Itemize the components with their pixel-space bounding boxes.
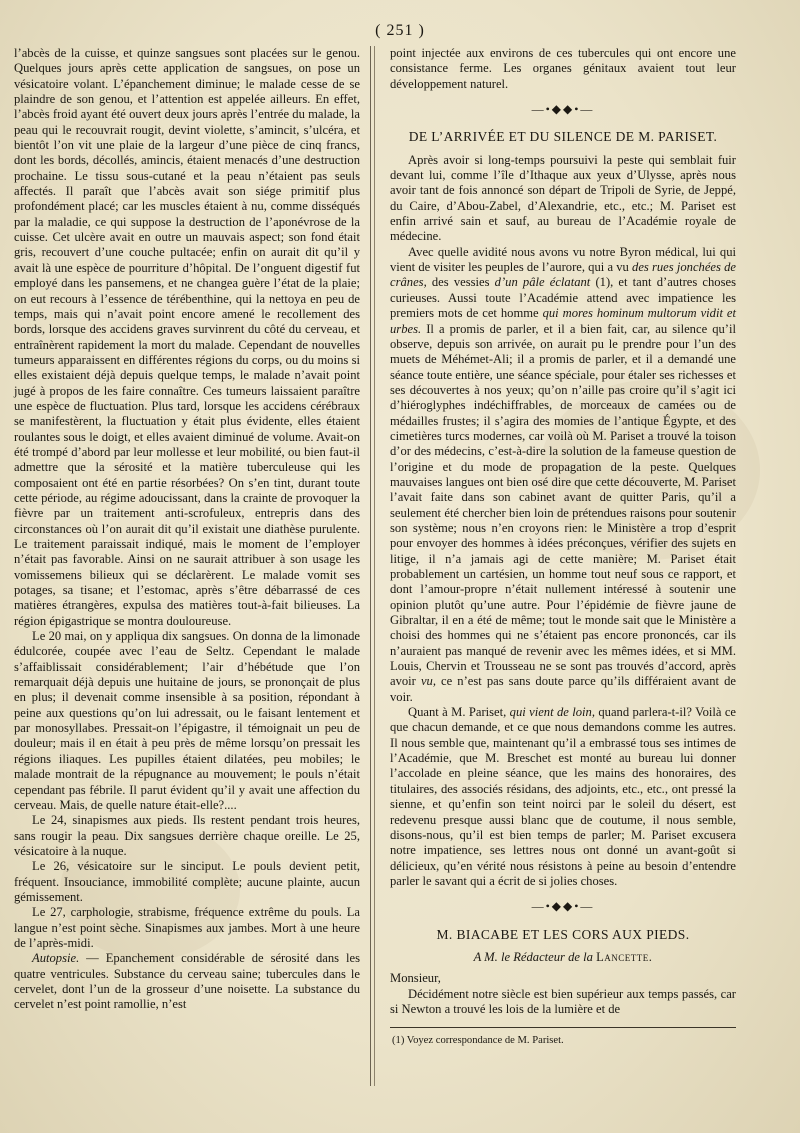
italic-run: d’un pâle éclatant xyxy=(494,275,591,290)
footnote: (1) Voyez correspondance de M. Pariset. xyxy=(392,1035,564,1047)
text-run: A M. le Rédacteur de la xyxy=(473,949,597,964)
italic-run: qui vient de loin, xyxy=(509,705,595,720)
paragraph: l’abcès de la cuisse, et quinze sangsues sont placées sur le genou. Quelques jours après cette application de sangsues, on pose un vésicatoire volant. L’épanchement diminue; le malade cesse de se plaindre de son genou, et l’attention est appelée ailleurs. En effet, l’abcès froid ayant été ouvert deux jours après l’entrée du malade, la peau qui le recouvrait rougit, devint violette, s’amincit, s’ulcéra, et bientôt l’on vit une plaie de la largeur d’une pièce de cinq francs, dont les bords, décollés, amincis, étaient menacés d’une destruction prochaine. Le tissu sous-cutané et la peau n’étaient pas seuls affectés. Il paraît que l’abcès avait son siége primitif plus profondément placé; car les muscles étaient à nu, comme disséqués par la maladie, ce qui suppose la destruction de l’aponévrose de la cuisse. Cet ulcère avait en outre un mauvais aspect; son fond était gris, recouvert d’une couche pultacée; enfin on aurait dit qu’il y avait là une espèce de pourriture d’hôpital. De l’onguent digestif fut employé dans les pansemens, et ne changea guère l’état de la plaie; on eut recours à l’essence de térébenthine, qui la nettoya en peu de temps, mais qui n’avait point encore amené le recollement des bords, lorsque des accidens graves survinrent du côté du cerveau, et entraînèrent rapidement la mort du malade. Cependant de nouvelles tumeurs apparaissent en différentes régions du corps, ou du moins si elles existaient déjà depuis quelque temps, le malade n’avait point jugé à propos de les faire connaître. Ces tumeurs laissaient paraître une espèce de fluctuation. Plus tard, lorsque les accidens cérébraux se manifestèrent, la fluctuation y était plus évidente, elles étaient roulantes sous le doigt, et elles avaient diminué de volume. Avait-on été trompé d’abord par leur mollesse et leur mobilité, ou bien faut-il admettre que la sérosité et la matière tuberculeuse qui les composaient ont été en partie résorbées? On s’en tint, durant toute cette période, au régime adoucissant, dans la crainte de provoquer la fièvre par un traitement anti-scrofuleux, entrepris dans des circonstances où l’on aurait dit qu’il existait une diathèse purulente. Le traitement paraissait indiqué, mais le moment de l’employer n’était pas favorable. Ainsi on ne saurait attribuer à son usage les vomissemens bilieux qui se déclarèrent. Le malade vomit ses potages, sa tisane; et l’estomac, après s’être débarrassé de ces matières étrangères, expulsa des matières tout-à-fait bilieuses. La région épigastrique se montra douloureuse. xyxy=(14,46,360,628)
text-run: quand parlera-t-il? Voilà ce que chacun demande, et ce que nous demandons comme les autres. Il nous semble que, maintenant qu’il a embrassé tous ses intimes de l’Académie, que M. Breschet est monté au bureau lui donner l’accolade en pleine séance, que les mains des honoraires, des titulaires, des associés résidans, des adjoints, etc., etc., ont pressé la sienne, et qu’enfin son teint noirci par le soleil du désert, est redevenu presque aussi blanc que de coutume, il nous semble, disons-nous, qu’il est bien temps de parler; M. Pariset excusera notre impatience, ses lettres nous ont donné un avant-goût si délicieux, qu’en vérité nous résistons à peine au besoin d’entendre parler le savant qui a écrit de si jolies choses. xyxy=(390,705,737,888)
column-divider xyxy=(374,46,375,1086)
page-number: ( 251 ) xyxy=(375,22,425,39)
left-column xyxy=(14,46,360,1013)
section-title: M. BIACABE ET LES CORS AUX PIEDS. xyxy=(436,926,690,942)
text-run: (1), et tant d’autres choses curieuses. Aussi toute l’Académie attend avec impatience les premiers mots de cet homme xyxy=(390,275,736,321)
paragraph: Le 20 mai, on y appliqua dix sangsues. On donna de la limonade édulcorée, coupée avec l’eau de Seltz. Cependant le malade s’affaiblissait considérablement; l’air d’hébétude que l’on remarquait déjà depuis une huitaine de jours, se prononçait de plus en plus; il devenait comme insensible à sa position, répondant à peine aux questions qu’on lui adressait, ou le faisant lentement et par monosyllabes. Pressait-on l’épigastre, il témoignait un peu de douleur; mais il en était à peu près de même lorsqu’on pressait les régions iliaques. Les pupilles étaient dilatées, peu mobiles; le malade montrait de la répugnance au mouvement; le pouls n’était cependant pas fébrile. Il parut évident qu’il y avait une affection du cerveau. Mais, de quelle nature était-elle?.... xyxy=(14,629,360,812)
text-run: ce n’est pas sans doute parce qu’ils différaient avant de voir. xyxy=(390,674,736,704)
italic-run: des rues jonchées de crânes, xyxy=(390,260,736,290)
column-divider xyxy=(370,46,371,1086)
paragraph: point injectée aux environs de ces tubercules qui ont encore une consistance ferme. Les organes génitaux avaient tout leur développement naturel. xyxy=(390,46,736,91)
italic-run: qui mores hominum multorum vidit et urbes. xyxy=(390,306,736,336)
paragraph: Le 26, vésicatoire sur le sinciput. Le pouls devient petit, fréquent. Insouciance, immobilité complète; aucune plainte, aucun gémissement. xyxy=(14,859,360,904)
text-run: Avec quelle avidité nous avons vu notre Byron médical, lui qui vient de visiter les peuples de l’aurore, qui a vu xyxy=(390,244,736,275)
autopsy-text: — Epanchement considérable de sérosité dans les quatre ventricules. Substance du cerveau saine; tubercules dans le cervelet, dont l’un de la grosseur d’une noisette. La substance du cervelet n’est point ramollie, n’est xyxy=(14,951,360,1012)
ornament-divider: —•◆◆•— xyxy=(531,102,595,117)
text-run: Quant à M. Pariset, xyxy=(408,705,510,720)
paragraph: Le 27, carphologie, strabisme, fréquence extrême du pouls. La langue n’est point sèche. Sinapismes aux jambes. Mort à une heure de l’après-midi. xyxy=(14,905,360,950)
paragraph xyxy=(390,245,736,705)
paragraph: Le 24, sinapismes aux pieds. Ils restent pendant trois heures, sans rougir la peau. Dix sangsues derrière chaque oreille. Le 25, vésicatoire à la nuque. xyxy=(14,813,360,858)
right-column xyxy=(390,46,736,1047)
paragraph: Décidément notre siècle est bien supérieur aux temps passés, car si Newton a trouvé les lois de la lumière et de xyxy=(390,986,736,1016)
salutation: Monsieur, xyxy=(390,971,441,986)
text-run: Lancette. xyxy=(596,949,653,964)
text-run: Il a promis de parler, et il a bien fait, car, au silence qu’il observe, depuis son arrivée, on aurait pu le prendre pour l’un des muets de Méhémet-Ali; il a promis de parler, et il a demandé une séance toute entière, une séance spéciale, pour étaler ses richesses et ses découvertes à nos yeux; qu’on n’aille pas croire qu’il s’agit ici d’hiéroglyphes indéchiffrables, de morceaux de camées ou de médailles frustes; il s’agira des momies de l’antique Égypte, et des cimetières turcs modernes, car voilà où M. Pariset a trouvé la toison d’or des médecins, c’est-à-dire la solution de la fameuse question de l’origine et du mode de propagation de la peste. Quelques mauvaises langues ont bien osé dire que cette découverte, M. Pariset l’avait faite dans son cabinet avant de quitter Paris, qu’il a seulement été chercher bien loin de prétendues raisons pour soutenir son système; nous n’en croyons rien: le Ministère a trop d’esprit pour envoyer des hommes à idées préconçues, vérifier des sujets en litige, il n’a jamais agi de cette manière; M. Pariset était probablement un cartésien, un homme tout neuf sous ce rapport, et dont l’amour-propre n’était nullement intéressé à soutenir une opinion plutôt qu’une autre. Pour l’épidémie de fièvre jaune de Gibraltar, il en a été de même; tout le monde sait que le Ministère a choisi des hommes qui ne s’étaient pas encore prononcés, car ils n’auraient pas manqué de revenir avec les mêmes idées, et si MM. Louis, Chervin et Trousseau ne se sont pas trouvés d’accord, après avoir xyxy=(390,321,736,689)
ornament-divider: —•◆◆•— xyxy=(531,899,595,914)
paragraph xyxy=(14,951,360,1012)
italic-run: vu, xyxy=(420,674,436,689)
section-title: DE L’ARRIVÉE ET DU SILENCE DE M. PARISET. xyxy=(408,129,718,145)
text-run: des vessies xyxy=(426,275,495,290)
autopsy-label: Autopsie. xyxy=(32,951,80,966)
section-subtitle xyxy=(390,950,736,965)
paragraph: Après avoir si long-temps poursuivi la peste qui semblait fuir devant lui, comme l’île d’Ithaque aux yeux d’Ulysse, après nous avoir tant de fois annoncé son départ de Tripoli de Syrie, de Jeppé, du Caire, d’Abou-Zabel, d’Alexandrie, etc., etc.; M. Pariset est enfin arrivé sain et sauf, au bureau de l’Académie royale de médecine. xyxy=(390,152,736,244)
paragraph xyxy=(390,705,736,889)
footnote-rule xyxy=(390,1027,736,1028)
